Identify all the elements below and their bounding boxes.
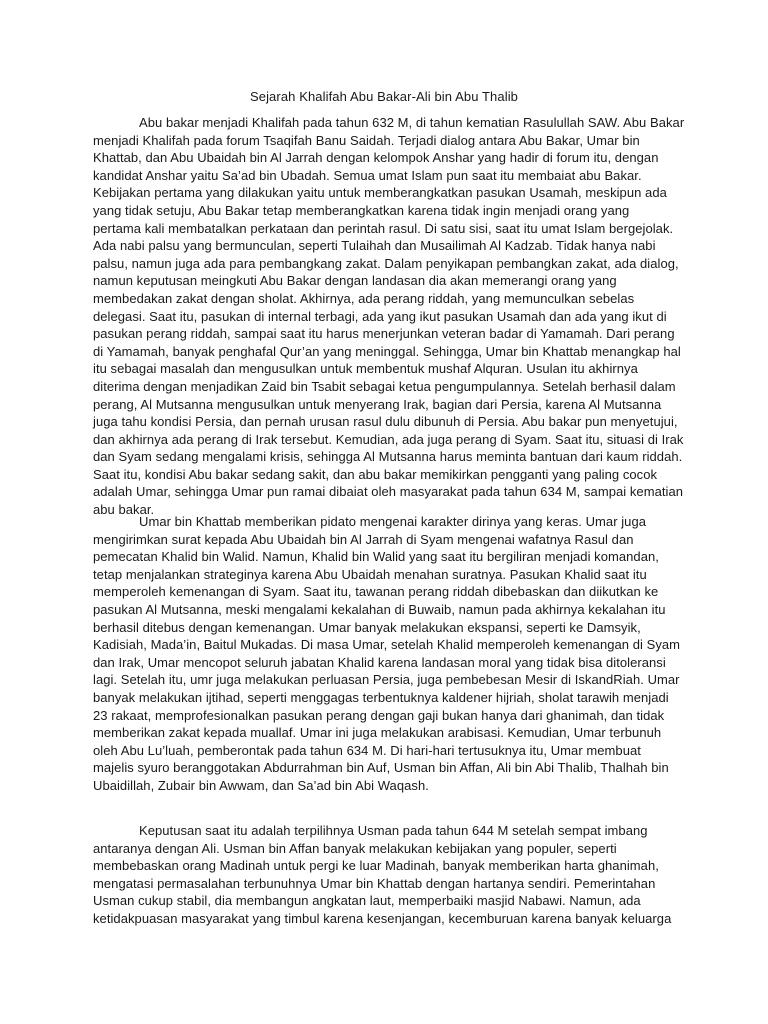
paragraph-line: pertama kali membatalkan perkataan dan perintah rasul. Di satu sisi, saat itu umat Islam bergejolak. xyxy=(93,220,674,236)
paragraph-line: membedakan zakat dengan sholat. Akhirnya, ada perang riddah, yang memunculkan sebelas xyxy=(93,290,635,306)
paragraph-line: Saat itu, kondisi Abu bakar sedang sakit, dan abu bakar memikirkan pengganti yang paling cocok xyxy=(93,466,658,482)
paragraph-abu-bakar xyxy=(93,114,683,519)
paragraph-line: majelis syuro beranggotakan Abdurrahman bin Auf, Usman bin Affan, Ali bin Abi Thalib, Thalhah bin xyxy=(93,760,669,776)
paragraph-line: pemecatan Khalid bin Walid. Namun, Khalid bin Walid yang saat itu bergiliran menjadi komandan, xyxy=(93,549,659,565)
paragraph-line: antaranya dengan Ali. Usman bin Affan banyak melakukan kebijakan yang populer, seperti xyxy=(93,840,617,856)
paragraph-line: dan Syam sedang mengalami krisis, sehingga Al Mutsanna harus meminta bantuan dari kaum riddah. xyxy=(93,449,683,465)
paragraph-line: berhasil ditebus dengan kemenangan. Umar banyak melakukan ekspansi, seperti ke Damsyik, xyxy=(93,619,641,635)
paragraph-line: abu bakar. xyxy=(93,502,155,518)
paragraph-line: Usman cukup stabil, dia membangun angkatan laut, memperbaiki masjid Nabawi. Namun, ada xyxy=(93,893,641,909)
paragraph-line: namun keputusan meingkuti Abu Bakar dengan landasan dia akan memerangi orang yang xyxy=(93,273,617,289)
paragraph-line: dan Irak, Umar mencopot seluruh jabatan Khalid karena landasan moral yang tidak bisa ditoleransi xyxy=(93,654,666,670)
paragraph-line: Khattab, dan Abu Ubaidah bin Al Jarrah dengan kelompok Anshar yang hadir di forum itu, dengan xyxy=(93,150,659,166)
paragraph-line: kandidat Anshar yaitu Sa’ad bin Ubadah. Semua umat Islam pun saat itu membaiat abu Bakar. xyxy=(93,167,642,183)
paragraph-line: di Yamamah, banyak penghafal Qur’an yang meninggal. Sehingga, Umar bin Khattab menangkap hal xyxy=(93,343,681,359)
paragraph-line: membebaskan orang Madinah untuk pergi ke luar Madinah, banyak memberikan harta ghanimah, xyxy=(93,858,659,874)
paragraph-line: ketidakpuasan masyarakat yang timbul karena kesenjangan, kecemburuan karena banyak keluarga xyxy=(93,910,672,926)
paragraph-line: banyak melakukan ijtihad, seperti menggagas terbentuknya kaldener hijriah, sholat tarawih menjadi xyxy=(93,689,669,705)
paragraph-line: 23 rakaat, memprofesionalkan pasukan perang dengan gaji bukan hanya dari ghanimah, dan tidak xyxy=(93,707,665,723)
paragraph-line: delegasi. Saat itu, pasukan di internal terbagi, ada yang ikut pasukan Usamah dan ada yang ikut di xyxy=(93,308,667,324)
paragraph-line: adalah Umar, sehingga Umar pun ramai dibaiat oleh masyarakat pada tahun 634 M, sampai kematian xyxy=(93,484,684,500)
paragraph-line: pasukan Al Mutsanna, meski mengalami kekalahan di Buwaib, namun pada akhirnya kekalahan itu xyxy=(93,601,666,617)
paragraph-line: Kebijakan pertama yang dilakukan yaitu untuk memberangkatkan pasukan Usamah, meskipun ada xyxy=(93,185,667,201)
paragraph-line: memperoleh kemenangan di Syam. Saat itu, tawanan perang riddah dibebaskan dan diikutkan ke xyxy=(93,584,659,600)
paragraph-line: Umar bin Khattab memberikan pidato mengenai karakter dirinya yang keras. Umar juga xyxy=(139,514,647,529)
paragraph-line: yang tidak setuju, Abu Bakar tetap memberangkatkan karena tidak ingin menjadi orang yang xyxy=(93,202,630,218)
paragraph-umar xyxy=(93,513,683,795)
paragraph-line: itu sebagai masalah dan mengusulkan untuk membentuk mushaf Alquran. Usulan itu akhirnya xyxy=(93,361,638,377)
paragraph-line: Ubaidillah, Zubair bin Awwam, dan Sa’ad bin Abi Waqash. xyxy=(93,777,429,793)
paragraph-line: memberikan zakat kepada muallaf. Umar ini juga melakukan arabisasi. Kemudian, Umar terbunuh xyxy=(93,725,662,741)
paragraph-line: diterima dengan menjadikan Zaid bin Tsabit sebagai ketua pengumpulannya. Setelah berhasil dalam xyxy=(93,378,676,394)
paragraph-line: palsu, namun juga ada para pembangkang zakat. Dalam penyikapan pembangkan zakat, ada dialog, xyxy=(93,255,679,271)
paragraph-line: mengatasi permasalahan terbunuhnya Umar bin Khattab dengan hartanya sendiri. Pemerintahan xyxy=(93,875,656,891)
paragraph-line: Keputusan saat itu adalah terpilihnya Usman pada tahun 644 M setelah sempat imbang xyxy=(139,823,648,838)
paragraph-line: oleh Abu Lu’luah, pemberontak pada tahun 634 M. Di hari-hari tertusuknya itu, Umar membuat xyxy=(93,742,641,758)
document-title: Sejarah Khalifah Abu Bakar-Ali bin Abu Thalib xyxy=(249,89,519,104)
paragraph-line: dan akhirnya ada perang di Irak tersebut. Kemudian, ada juga perang di Syam. Saat itu, situasi di Irak xyxy=(93,431,684,447)
paragraph-line: Kadisiah, Mada’in, Baitul Mukadas. Di masa Umar, setelah Khalid memperoleh kemenangan di Syam xyxy=(93,637,681,653)
paragraph-line: menjadi Khalifah pada forum Tsaqifah Banu Saidah. Terjadi dialog antara Abu Bakar, Umar bin xyxy=(93,132,640,148)
paragraph-line: juga tahu kondisi Persia, dan pernah urusan rasul dulu dibunuh di Persia. Abu bakar pun menyetujui, xyxy=(93,414,678,430)
paragraph-line: Abu bakar menjadi Khalifah pada tahun 632 M, di tahun kematian Rasulullah SAW. Abu Bakar xyxy=(139,115,685,130)
paragraph-line: tetap menjalankan strateginya karena Abu Ubaidah menahan suratnya. Pasukan Khalid saat itu xyxy=(93,566,647,582)
paragraph-line: lagi. Setelah itu, umr juga melakukan perluasan Persia, juga pembebesan Mesir di IskandRiah. Umar xyxy=(93,672,680,688)
paragraph-line: perang, Al Mutsanna mengusulkan untuk menyerang Irak, bagian dari Persia, karena Al Mutsanna xyxy=(93,396,662,412)
paragraph-line: mengirimkan surat kepada Abu Ubaidah bin Al Jarrah di Syam mengenai wafatnya Rasul dan xyxy=(93,531,634,547)
paragraph-line: pasukan perang riddah, sampai saat itu harus menerjunkan veteran badar di Yamamah. Dari perang xyxy=(93,326,675,342)
paragraph-usman xyxy=(93,822,683,928)
paragraph-line: Ada nabi palsu yang bermunculan, seperti Tulaihah dan Musailimah Al Kadzab. Tidak hanya nabi xyxy=(93,238,656,254)
